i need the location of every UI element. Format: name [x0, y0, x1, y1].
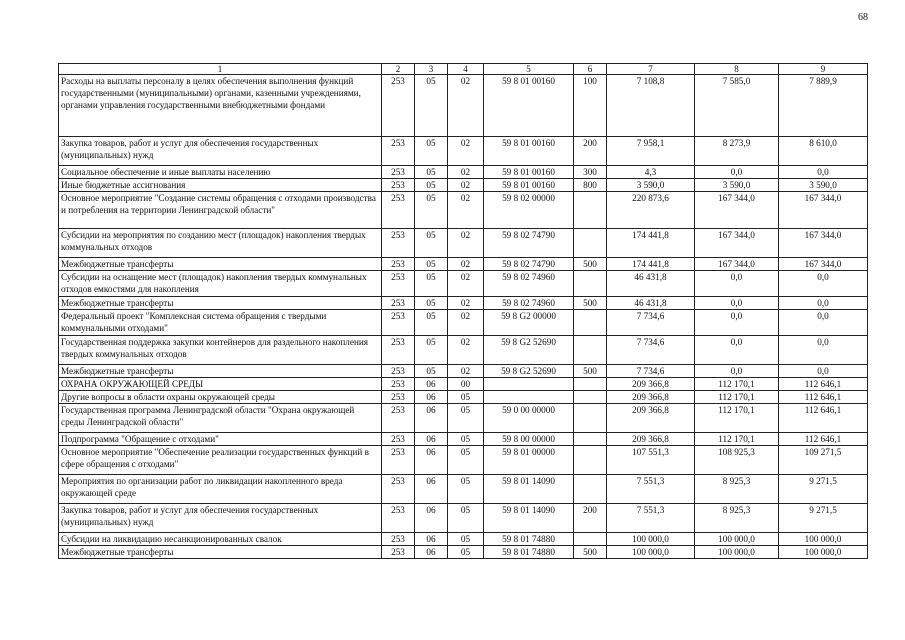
row-expense-type	[574, 446, 607, 475]
row-subchapter: 05	[448, 433, 484, 446]
row-target-article: 59 8 01 74880	[484, 533, 574, 546]
row-expense-type: 800	[574, 179, 607, 192]
row-target-article: 59 8 01 00160	[484, 75, 574, 137]
row-subchapter: 05	[448, 446, 484, 475]
row-name: Субсидии на ликвидацию несанкционированных свалок	[59, 533, 382, 546]
row-expense-type: 100	[574, 75, 607, 137]
row-chapter: 05	[415, 365, 448, 378]
row-name: ОХРАНА ОКРУЖАЮЩЕЙ СРЕДЫ	[59, 378, 382, 391]
row-expense-type	[574, 533, 607, 546]
row-chapter: 05	[415, 229, 448, 258]
row-target-article: 59 8 01 14090	[484, 475, 574, 504]
row-subchapter: 02	[448, 365, 484, 378]
row-section-code: 253	[382, 310, 415, 336]
row-subchapter: 02	[448, 192, 484, 229]
row-amount-year1: 209 366,8	[607, 378, 695, 391]
header-row	[59, 64, 868, 75]
table-row	[59, 533, 868, 546]
row-section-code: 253	[382, 271, 415, 297]
row-target-article: 59 8 01 00160	[484, 137, 574, 166]
table-row	[59, 404, 868, 433]
row-amount-year2: 0,0	[695, 310, 779, 336]
row-name: Закупка товаров, работ и услуг для обеспечения государственных (муниципальных) нужд	[59, 137, 382, 166]
row-amount-year2: 112 170,1	[695, 404, 779, 433]
row-chapter: 05	[415, 258, 448, 271]
row-name: Расходы на выплаты персоналу в целях обеспечения выполнения функций государственными (муниципальными) органами, казенными учреждениями, органами управления государственными внебюджетными фондами	[59, 75, 382, 137]
row-expense-type	[574, 391, 607, 404]
table-row	[59, 475, 868, 504]
row-name: Основное мероприятие "Обеспечение реализации государственных функций в сфере обращения с отходами"	[59, 446, 382, 475]
row-amount-year3: 9 271,5	[779, 504, 868, 533]
row-chapter: 05	[415, 166, 448, 179]
row-chapter: 06	[415, 433, 448, 446]
row-section-code: 253	[382, 446, 415, 475]
row-section-code: 253	[382, 404, 415, 433]
row-amount-year2: 3 590,0	[695, 179, 779, 192]
row-chapter: 05	[415, 179, 448, 192]
table-row	[59, 546, 868, 559]
row-amount-year1: 4,3	[607, 166, 695, 179]
row-amount-year1: 220 873,6	[607, 192, 695, 229]
row-subchapter: 05	[448, 404, 484, 433]
row-amount-year1: 174 441,8	[607, 258, 695, 271]
table-row	[59, 433, 868, 446]
row-chapter: 05	[415, 137, 448, 166]
col-header-4: 4	[448, 64, 484, 75]
row-amount-year1: 100 000,0	[607, 533, 695, 546]
row-target-article: 59 8 01 00160	[484, 179, 574, 192]
row-section-code: 253	[382, 365, 415, 378]
row-amount-year2: 0,0	[695, 365, 779, 378]
row-section-code: 253	[382, 166, 415, 179]
row-amount-year2: 0,0	[695, 336, 779, 365]
row-section-code: 253	[382, 391, 415, 404]
row-amount-year3: 167 344,0	[779, 258, 868, 271]
row-amount-year3: 112 646,1	[779, 404, 868, 433]
row-chapter: 06	[415, 504, 448, 533]
row-amount-year3: 112 646,1	[779, 391, 868, 404]
row-amount-year3: 100 000,0	[779, 546, 868, 559]
row-subchapter: 02	[448, 297, 484, 310]
table-row	[59, 310, 868, 336]
row-section-code: 253	[382, 179, 415, 192]
row-target-article	[484, 391, 574, 404]
table-row	[59, 446, 868, 475]
row-expense-type: 500	[574, 546, 607, 559]
row-subchapter: 02	[448, 166, 484, 179]
row-subchapter: 05	[448, 546, 484, 559]
row-target-article: 59 0 00 00000	[484, 404, 574, 433]
table-row	[59, 137, 868, 166]
row-amount-year1: 209 366,8	[607, 391, 695, 404]
row-amount-year3: 0,0	[779, 297, 868, 310]
row-subchapter: 02	[448, 336, 484, 365]
row-amount-year1: 7 551,3	[607, 504, 695, 533]
row-amount-year2: 167 344,0	[695, 229, 779, 258]
row-name: Федеральный проект "Комплексная система обращения с твердыми коммунальными отходами"	[59, 310, 382, 336]
col-header-3: 3	[415, 64, 448, 75]
col-header-5: 5	[484, 64, 574, 75]
row-amount-year1: 100 000,0	[607, 546, 695, 559]
row-amount-year1: 174 441,8	[607, 229, 695, 258]
row-target-article: 59 8 02 74790	[484, 258, 574, 271]
row-amount-year1: 7 108,8	[607, 75, 695, 137]
row-name: Закупка товаров, работ и услуг для обеспечения государственных (муниципальных) нужд	[59, 504, 382, 533]
row-expense-type: 500	[574, 365, 607, 378]
col-header-8: 8	[695, 64, 779, 75]
row-expense-type	[574, 336, 607, 365]
row-section-code: 253	[382, 192, 415, 229]
row-section-code: 253	[382, 378, 415, 391]
row-subchapter: 02	[448, 137, 484, 166]
row-amount-year3: 109 271,5	[779, 446, 868, 475]
row-target-article	[484, 378, 574, 391]
row-amount-year1: 7 734,6	[607, 365, 695, 378]
row-chapter: 06	[415, 391, 448, 404]
row-amount-year3: 8 610,0	[779, 137, 868, 166]
row-amount-year2: 0,0	[695, 271, 779, 297]
row-expense-type	[574, 433, 607, 446]
row-amount-year3: 112 646,1	[779, 378, 868, 391]
row-amount-year2: 167 344,0	[695, 192, 779, 229]
row-amount-year3: 0,0	[779, 336, 868, 365]
row-section-code: 253	[382, 533, 415, 546]
row-name: Основное мероприятие "Создание системы обращения с отходами производства и потребления на территории Ленинградской области"	[59, 192, 382, 229]
row-section-code: 253	[382, 504, 415, 533]
row-subchapter: 02	[448, 310, 484, 336]
row-section-code: 253	[382, 137, 415, 166]
row-amount-year3: 3 590,0	[779, 179, 868, 192]
row-amount-year1: 107 551,3	[607, 446, 695, 475]
row-subchapter: 05	[448, 533, 484, 546]
row-section-code: 253	[382, 229, 415, 258]
row-amount-year2: 0,0	[695, 166, 779, 179]
row-target-article: 59 8 02 74960	[484, 297, 574, 310]
row-chapter: 05	[415, 336, 448, 365]
row-chapter: 05	[415, 271, 448, 297]
row-section-code: 253	[382, 546, 415, 559]
col-header-6: 6	[574, 64, 607, 75]
row-amount-year3: 9 271,5	[779, 475, 868, 504]
row-amount-year2: 8 925,3	[695, 475, 779, 504]
row-target-article: 59 8 01 14090	[484, 504, 574, 533]
col-header-1: 1	[59, 64, 382, 75]
row-name: Подпрограмма "Обращение с отходами"	[59, 433, 382, 446]
row-amount-year2: 8 925,3	[695, 504, 779, 533]
col-header-2: 2	[382, 64, 415, 75]
row-expense-type: 200	[574, 504, 607, 533]
table-row	[59, 192, 868, 229]
row-name: Мероприятия по организации работ по ликвидации накопленного вреда окружающей среде	[59, 475, 382, 504]
table-row	[59, 258, 868, 271]
row-amount-year3: 167 344,0	[779, 229, 868, 258]
row-target-article: 59 8 02 74960	[484, 271, 574, 297]
row-section-code: 253	[382, 475, 415, 504]
row-name: Социальное обеспечение и иные выплаты населению	[59, 166, 382, 179]
col-header-7: 7	[607, 64, 695, 75]
row-subchapter: 05	[448, 475, 484, 504]
row-chapter: 06	[415, 446, 448, 475]
row-amount-year2: 112 170,1	[695, 378, 779, 391]
row-target-article: 59 8 01 74880	[484, 546, 574, 559]
row-chapter: 06	[415, 533, 448, 546]
row-subchapter: 05	[448, 391, 484, 404]
row-amount-year2: 8 273,9	[695, 137, 779, 166]
row-section-code: 253	[382, 258, 415, 271]
row-name: Другие вопросы в области охраны окружающей среды	[59, 391, 382, 404]
table-row	[59, 391, 868, 404]
row-amount-year2: 0,0	[695, 297, 779, 310]
row-name: Иные бюджетные ассигнования	[59, 179, 382, 192]
row-name: Государственная поддержка закупки контейнеров для раздельного накопления твердых коммунальных отходов	[59, 336, 382, 365]
row-amount-year1: 209 366,8	[607, 433, 695, 446]
row-expense-type	[574, 192, 607, 229]
row-name: Межбюджетные трансферты	[59, 365, 382, 378]
row-amount-year1: 7 551,3	[607, 475, 695, 504]
budget-table	[58, 63, 868, 559]
row-target-article: 59 8 01 00000	[484, 446, 574, 475]
row-amount-year3: 0,0	[779, 310, 868, 336]
row-amount-year3: 167 344,0	[779, 192, 868, 229]
row-name: Межбюджетные трансферты	[59, 258, 382, 271]
row-expense-type: 200	[574, 137, 607, 166]
row-chapter: 05	[415, 192, 448, 229]
table-row	[59, 75, 868, 137]
row-amount-year1: 209 366,8	[607, 404, 695, 433]
row-chapter: 06	[415, 546, 448, 559]
row-amount-year2: 100 000,0	[695, 533, 779, 546]
row-amount-year1: 3 590,0	[607, 179, 695, 192]
row-target-article: 59 8 G2 52690	[484, 336, 574, 365]
row-subchapter: 02	[448, 271, 484, 297]
row-expense-type: 300	[574, 166, 607, 179]
row-expense-type: 500	[574, 258, 607, 271]
row-name: Межбюджетные трансферты	[59, 297, 382, 310]
row-subchapter: 02	[448, 229, 484, 258]
row-expense-type: 500	[574, 297, 607, 310]
table-row	[59, 179, 868, 192]
row-name: Межбюджетные трансферты	[59, 546, 382, 559]
table-row	[59, 504, 868, 533]
row-section-code: 253	[382, 433, 415, 446]
row-amount-year1: 7 734,6	[607, 310, 695, 336]
row-amount-year2: 112 170,1	[695, 433, 779, 446]
row-subchapter: 05	[448, 504, 484, 533]
row-amount-year3: 100 000,0	[779, 533, 868, 546]
row-amount-year2: 112 170,1	[695, 391, 779, 404]
row-expense-type	[574, 310, 607, 336]
row-section-code: 253	[382, 297, 415, 310]
table-row	[59, 336, 868, 365]
row-name: Субсидии на мероприятия по созданию мест (площадок) накопления твердых коммунальных отходов	[59, 229, 382, 258]
row-target-article: 59 8 00 00000	[484, 433, 574, 446]
row-subchapter: 02	[448, 75, 484, 137]
row-chapter: 06	[415, 378, 448, 391]
row-expense-type	[574, 404, 607, 433]
row-amount-year2: 108 925,3	[695, 446, 779, 475]
row-chapter: 05	[415, 310, 448, 336]
row-amount-year3: 112 646,1	[779, 433, 868, 446]
row-chapter: 05	[415, 75, 448, 137]
row-amount-year3: 7 889,9	[779, 75, 868, 137]
row-target-article: 59 8 01 00160	[484, 166, 574, 179]
row-chapter: 05	[415, 297, 448, 310]
row-target-article: 59 8 02 74790	[484, 229, 574, 258]
row-amount-year1: 7 734,6	[607, 336, 695, 365]
row-expense-type	[574, 229, 607, 258]
row-amount-year3: 0,0	[779, 271, 868, 297]
row-amount-year2: 100 000,0	[695, 546, 779, 559]
row-section-code: 253	[382, 336, 415, 365]
table-row	[59, 365, 868, 378]
row-target-article: 59 8 G2 00000	[484, 310, 574, 336]
page-number: 68	[858, 12, 868, 23]
row-amount-year3: 0,0	[779, 166, 868, 179]
table-body	[59, 75, 868, 559]
row-chapter: 06	[415, 404, 448, 433]
row-amount-year1: 7 958,1	[607, 137, 695, 166]
row-amount-year2: 167 344,0	[695, 258, 779, 271]
row-subchapter: 02	[448, 258, 484, 271]
row-section-code: 253	[382, 75, 415, 137]
row-amount-year1: 46 431,8	[607, 271, 695, 297]
table-row	[59, 271, 868, 297]
table-row	[59, 378, 868, 391]
table-row	[59, 297, 868, 310]
row-amount-year3: 0,0	[779, 365, 868, 378]
row-target-article: 59 8 G2 52690	[484, 365, 574, 378]
row-subchapter: 02	[448, 179, 484, 192]
row-expense-type	[574, 271, 607, 297]
row-amount-year2: 7 585,0	[695, 75, 779, 137]
row-name: Государственная программа Ленинградской области "Охрана окружающей среды Ленинградской области"	[59, 404, 382, 433]
row-subchapter: 00	[448, 378, 484, 391]
row-expense-type	[574, 475, 607, 504]
row-name: Субсидии на оснащение мест (площадок) накопления твердых коммунальных отходов емкостями для накопления	[59, 271, 382, 297]
row-chapter: 06	[415, 475, 448, 504]
row-target-article: 59 8 02 00000	[484, 192, 574, 229]
table-row	[59, 229, 868, 258]
table-row	[59, 166, 868, 179]
col-header-9: 9	[779, 64, 868, 75]
row-amount-year1: 46 431,8	[607, 297, 695, 310]
row-expense-type	[574, 378, 607, 391]
